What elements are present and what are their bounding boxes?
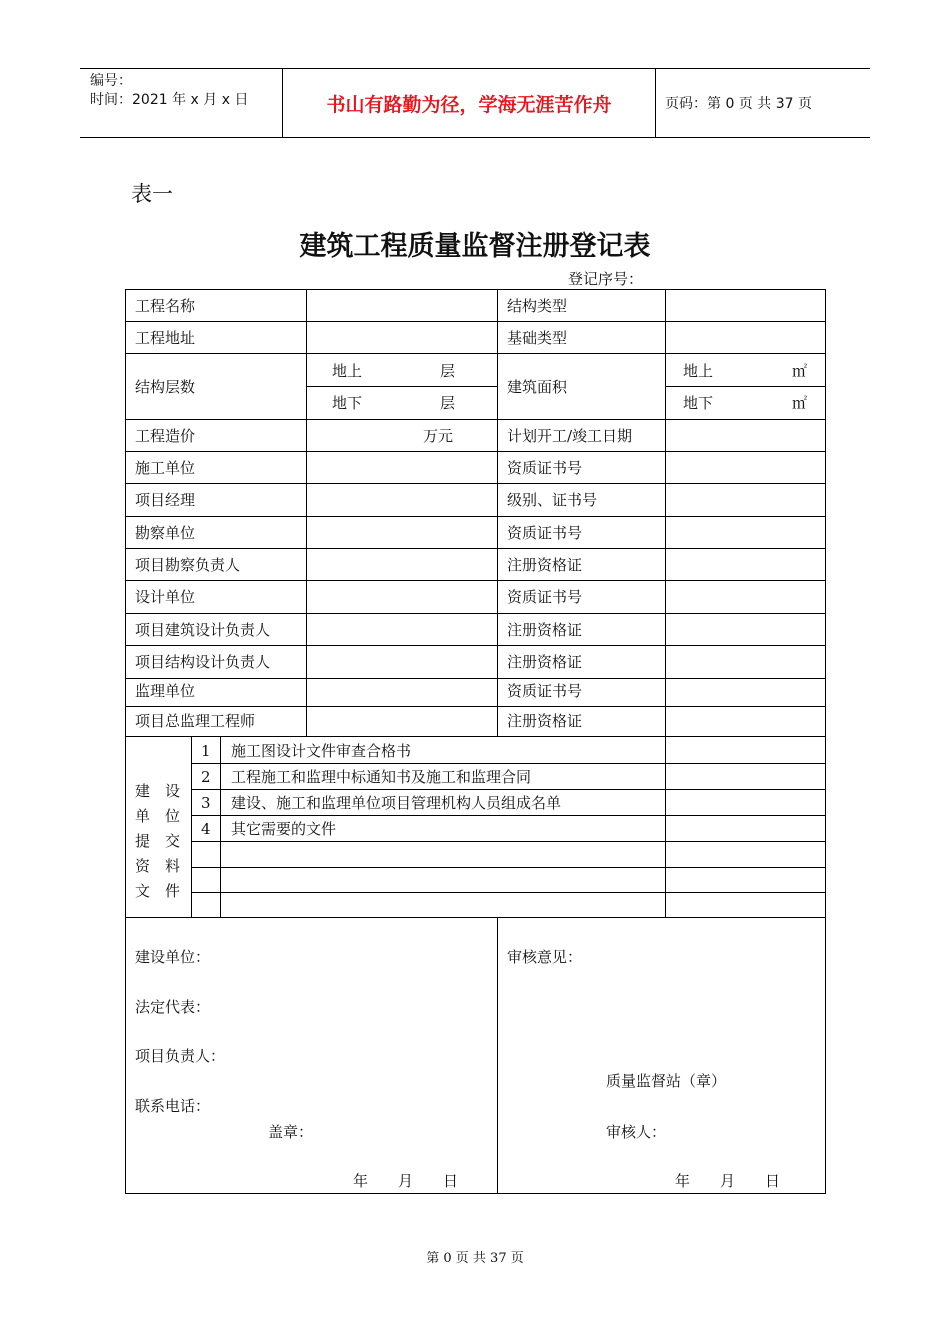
grid-line bbox=[125, 706, 826, 707]
grid-line bbox=[191, 867, 826, 868]
header-bianhao: 编号： bbox=[90, 73, 132, 89]
grid-line bbox=[125, 645, 826, 646]
label-above-ground: 地上 bbox=[332, 362, 363, 380]
grid-line bbox=[497, 289, 498, 736]
label-floors: 结构层数 bbox=[135, 378, 196, 396]
label-area-unit: ㎡ bbox=[792, 362, 808, 380]
grid-line bbox=[125, 419, 826, 420]
label-cost-unit: 万元 bbox=[423, 427, 454, 445]
grid-line bbox=[191, 736, 192, 917]
page-header bbox=[80, 68, 870, 138]
label-supervision-unit: 监理单位 bbox=[135, 682, 196, 700]
reviewer-label: 审核人： bbox=[606, 1123, 667, 1141]
label-certificate-no: 资质证书号 bbox=[507, 524, 583, 542]
label-project-name: 工程名称 bbox=[135, 297, 196, 315]
registration-form bbox=[125, 289, 826, 1194]
doc-number: 1 bbox=[201, 742, 211, 760]
border-line bbox=[125, 289, 126, 1194]
grid-line bbox=[665, 736, 666, 917]
sign-seal: 盖章： bbox=[268, 1123, 314, 1141]
label-survey-unit: 勘察单位 bbox=[135, 524, 196, 542]
label-area-above: 地上 bbox=[683, 362, 714, 380]
header-divider bbox=[655, 69, 656, 137]
grid-line bbox=[125, 451, 826, 452]
grid-line bbox=[306, 386, 497, 387]
label-project-cost: 工程造价 bbox=[135, 427, 196, 445]
doc-number: 3 bbox=[201, 794, 211, 812]
page-footer: 第 0 页 共 37 页 bbox=[426, 1251, 524, 1266]
label-building-area: 建筑面积 bbox=[507, 378, 568, 396]
doc-number: 2 bbox=[201, 768, 211, 786]
header-motto: 书山有路勤为径，学海无涯苦作舟 bbox=[326, 93, 612, 116]
grid-line bbox=[665, 386, 826, 387]
label-certificate-no: 资质证书号 bbox=[507, 588, 583, 606]
label-construction-unit: 施工单位 bbox=[135, 459, 196, 477]
page-title: 建筑工程质量监督注册登记表 bbox=[299, 231, 651, 262]
border-line bbox=[825, 289, 826, 1194]
label-area-below: 地下 bbox=[683, 394, 714, 412]
grid-line bbox=[191, 763, 826, 764]
label-grade-cert: 级别、证书号 bbox=[507, 491, 598, 509]
grid-line bbox=[125, 736, 826, 737]
sign-project-lead: 项目负责人： bbox=[135, 1047, 226, 1065]
label-below-ground: 地下 bbox=[332, 394, 363, 412]
grid-line bbox=[125, 483, 826, 484]
label-foundation-type: 基础类型 bbox=[507, 329, 568, 347]
label-registration-cert: 注册资格证 bbox=[507, 653, 583, 671]
doc-item: 其它需要的文件 bbox=[231, 820, 337, 838]
grid-line bbox=[125, 917, 826, 918]
grid-line bbox=[191, 841, 826, 842]
review-opinion: 审核意见： bbox=[507, 948, 583, 966]
doc-number: 4 bbox=[201, 820, 211, 838]
grid-line bbox=[125, 321, 826, 322]
header-time: 时间：2021 年 x 月 x 日 bbox=[90, 92, 249, 108]
grid-line bbox=[125, 613, 826, 614]
grid-line bbox=[125, 548, 826, 549]
sign-builder-unit: 建设单位： bbox=[135, 948, 211, 966]
doc-item: 施工图设计文件审查合格书 bbox=[231, 742, 412, 760]
header-page-number: 页码：第 0 页 共 37 页 bbox=[665, 96, 812, 112]
label-registration-cert: 注册资格证 bbox=[507, 712, 583, 730]
grid-line bbox=[191, 815, 826, 816]
grid-line bbox=[191, 892, 826, 893]
grid-line bbox=[125, 516, 826, 517]
label-survey-lead: 项目勘察负责人 bbox=[135, 556, 241, 574]
sign-legal-rep: 法定代表： bbox=[135, 998, 211, 1016]
label-floor-unit: 层 bbox=[440, 394, 456, 412]
grid-line bbox=[191, 789, 826, 790]
label-planned-dates: 计划开工/竣工日期 bbox=[507, 427, 633, 445]
label-chief-supervisor: 项目总监理工程师 bbox=[135, 712, 256, 730]
sign-date-left: 年 月 日 bbox=[353, 1172, 459, 1190]
table-number: 表一 bbox=[131, 182, 173, 206]
border-line bbox=[125, 289, 826, 290]
grid-line bbox=[125, 678, 826, 679]
label-struct-design-lead: 项目结构设计负责人 bbox=[135, 653, 271, 671]
grid-line bbox=[125, 353, 826, 354]
sign-phone: 联系电话： bbox=[135, 1097, 211, 1115]
label-registration-cert: 注册资格证 bbox=[507, 621, 583, 639]
doc-item: 工程施工和监理中标通知书及施工和监理合同 bbox=[231, 768, 532, 786]
label-registration-cert: 注册资格证 bbox=[507, 556, 583, 574]
label-design-unit: 设计单位 bbox=[135, 588, 196, 606]
header-meta bbox=[90, 72, 248, 110]
sign-date-right: 年 月 日 bbox=[675, 1172, 781, 1190]
label-arch-design-lead: 项目建筑设计负责人 bbox=[135, 621, 271, 639]
label-structure-type: 结构类型 bbox=[507, 297, 568, 315]
label-floor-unit: 层 bbox=[440, 362, 456, 380]
grid-line bbox=[220, 736, 221, 917]
grid-line bbox=[497, 917, 498, 1194]
grid-line bbox=[665, 289, 666, 736]
review-station-seal: 质量监督站（章） bbox=[606, 1072, 727, 1090]
label-certificate-no: 资质证书号 bbox=[507, 682, 583, 700]
label-area-unit: ㎡ bbox=[792, 394, 808, 412]
grid-line bbox=[125, 580, 826, 581]
label-project-manager: 项目经理 bbox=[135, 491, 196, 509]
doc-item: 建设、施工和监理单位项目管理机构人员组成名单 bbox=[231, 794, 562, 812]
label-certificate-no: 资质证书号 bbox=[507, 459, 583, 477]
border-line bbox=[125, 1193, 826, 1194]
label-project-address: 工程地址 bbox=[135, 329, 196, 347]
docs-section-label: 建 设 单 位 提 交 资 料 文 件 bbox=[135, 782, 181, 900]
grid-line bbox=[306, 289, 307, 736]
serial-label: 登记序号： bbox=[568, 270, 644, 288]
